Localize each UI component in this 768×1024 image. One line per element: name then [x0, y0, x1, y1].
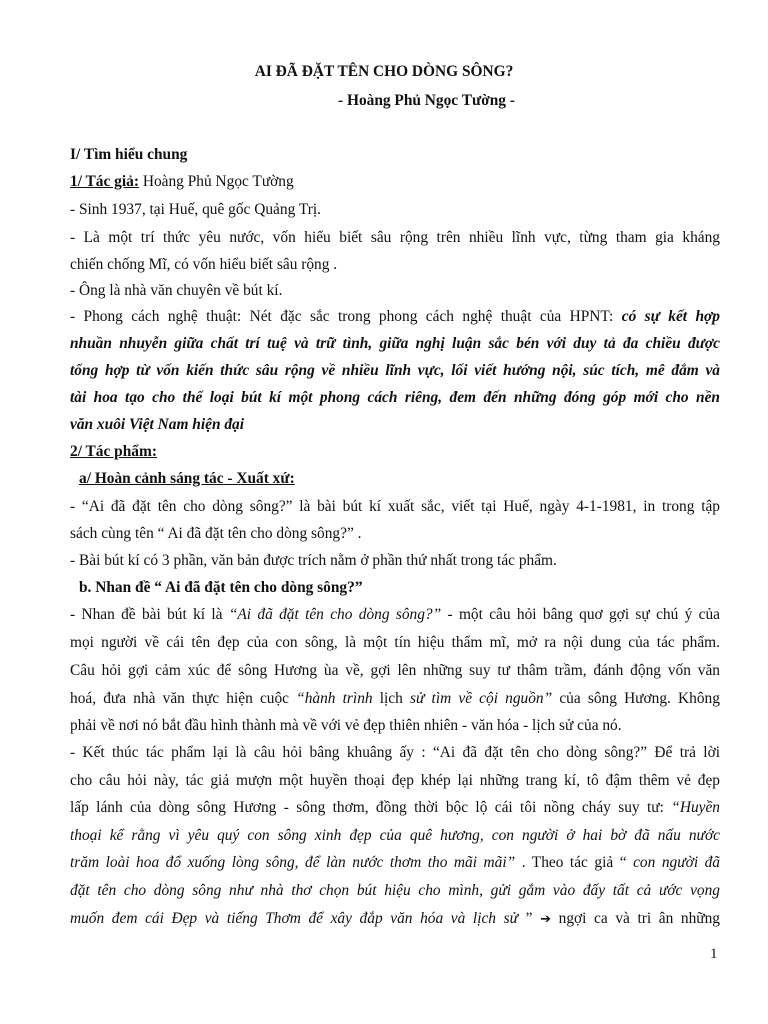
paragraph-line: - Là một trí thức yêu nước, vốn hiểu biết sâu rộng trên nhiều lĩnh vực, từng tham gia kháng	[70, 229, 720, 246]
author-heading-name: Hoàng Phủ Ngọc Tường	[142, 173, 294, 190]
page-number: 1	[710, 946, 718, 962]
title-subheading: b. Nhan đề “ Ai đã đặt tên cho dòng sông?”	[79, 579, 363, 596]
text-run: hoá, đưa nhà văn thực hiện cuộc	[70, 690, 289, 707]
style-emphasis-line: tài hoa tạo cho thể loại bút kí một phong cách riêng, đem đến những đóng góp mới cho nền	[70, 389, 720, 406]
italic-quote: “Ai đã đặt tên cho dòng sông?”	[228, 606, 442, 623]
italic-quote-line: thoại kể rằng vì yêu quý con sông xinh đẹp của quê hương, con người ở hai bờ đã nấu nước	[70, 827, 720, 844]
text-run: lấp lánh của dòng sông Hương - sông thơm, đồng thời bộc lộ cái tôi nồng cháy suy tư:	[70, 799, 664, 816]
style-paragraph-line	[70, 307, 720, 327]
arrow-right-icon: ➔	[540, 912, 551, 927]
text-run: . Theo tác giả “	[521, 854, 627, 871]
section-heading-1: I/ Tìm hiểu chung	[70, 146, 188, 163]
paragraph-line: - Sinh 1937, tại Huế, quê gốc Quảng Trị.	[70, 201, 321, 218]
italic-quote: “Huyền	[671, 799, 720, 816]
paragraph-line: - Ông là nhà văn chuyên về bút kí.	[70, 282, 283, 299]
ending-paragraph-line	[70, 909, 720, 930]
text-run: - một câu hỏi bâng quơ gợi sự chú ý của	[447, 606, 720, 623]
style-emphasis-text: có sự kết hợp	[621, 308, 720, 325]
paragraph-line: chiến chống Mĩ, có vốn hiểu biết sâu rộng .	[70, 256, 338, 273]
text-run: lịch	[379, 690, 403, 707]
title-paragraph-line	[70, 689, 720, 709]
style-emphasis-line: nhuần nhuyễn giữa chất trí tuệ và trữ tình, giữa nghị luận sắc bén với duy tả đa chiều được	[70, 335, 720, 352]
paragraph-line: - Bài bút kí có 3 phần, văn bản được trích nằm ở phần thứ nhất trong tác phẩm.	[70, 552, 557, 569]
ending-paragraph-line	[70, 798, 720, 818]
paragraph-line: - Kết thúc tác phẩm lại là câu hỏi bâng khuâng ấy : “Ai đã đặt tên cho dòng sông?” Để trả lời	[70, 744, 720, 761]
style-emphasis-line: văn xuôi Việt Nam hiện đại	[70, 416, 245, 433]
paragraph-line: sách cùng tên “ Ai đã đặt tên cho dòng sông?” .	[70, 525, 362, 542]
text-run: - Nhan đề bài bút kí là	[70, 606, 223, 623]
text-run: của sông Hương. Không	[559, 690, 720, 707]
author-heading-line	[70, 172, 720, 192]
style-intro-text: - Phong cách nghệ thuật: Nét đặc sắc trong phong cách nghệ thuật của HPNT:	[70, 308, 614, 325]
author-heading-label: 1/ Tác giả:	[70, 173, 139, 190]
paragraph-line: mọi người về cái tên đẹp của con sông, là một tín hiệu thẩm mĩ, mở ra nội dung của tác phẩm.	[70, 634, 720, 651]
paragraph-line: - “Ai đã đặt tên cho dòng sông?” là bài bút kí xuất sắc, viết tại Huế, ngày 4-1-1981, in trong tập	[70, 498, 720, 515]
italic-quote: muốn đem cái Đẹp và tiếng Thơm để xây đắp văn hóa và lịch sử	[70, 910, 518, 927]
title-paragraph-line	[70, 605, 720, 625]
italic-quote: “hành trình	[296, 690, 373, 707]
document-author: - Hoàng Phủ Ngọc Tường -	[338, 92, 515, 109]
paragraph-line: phải về nơi nó bắt đầu hình thành mà về với vẻ đẹp thiên nhiên - văn hóa - lịch sử của nó.	[70, 717, 622, 734]
italic-quote: sử tìm về cội nguồn”	[410, 690, 553, 707]
paragraph-line: Câu hỏi gợi cảm xúc để sông Hương ùa về, gợi lên những suy tư thâm trầm, đánh động vốn văn	[70, 662, 720, 679]
italic-quote: con người đã	[633, 854, 721, 871]
italic-quote-line: đặt tên cho dòng sông như nhà thơ chọn bút hiệu cho mình, gửi gắm vào đấy tất cả ước vọng	[70, 882, 720, 899]
text-run: ngợi ca và tri ân những	[558, 910, 721, 927]
text-run: ”	[525, 910, 533, 927]
context-subheading: a/ Hoàn cảnh sáng tác - Xuất xứ:	[79, 470, 295, 487]
paragraph-line: cho câu hỏi này, tác giả mượn một huyền thoại đẹp khép lại những trang kí, tô đậm thêm vẻ đẹp	[70, 772, 720, 789]
work-heading: 2/ Tác phẩm:	[70, 443, 157, 460]
document-title: AI ĐÃ ĐẶT TÊN CHO DÒNG SÔNG?	[254, 63, 514, 80]
ending-paragraph-line	[70, 853, 720, 873]
style-emphasis-line: tổng hợp từ vốn kiến thức sâu rộng về nhiều lĩnh vực, lối viết hướng nội, súc tích, mê đắm và	[70, 362, 720, 379]
italic-quote: trăm loài hoa đổ xuống lòng sông, để làn nước thơm tho mãi mãi”	[70, 854, 516, 871]
